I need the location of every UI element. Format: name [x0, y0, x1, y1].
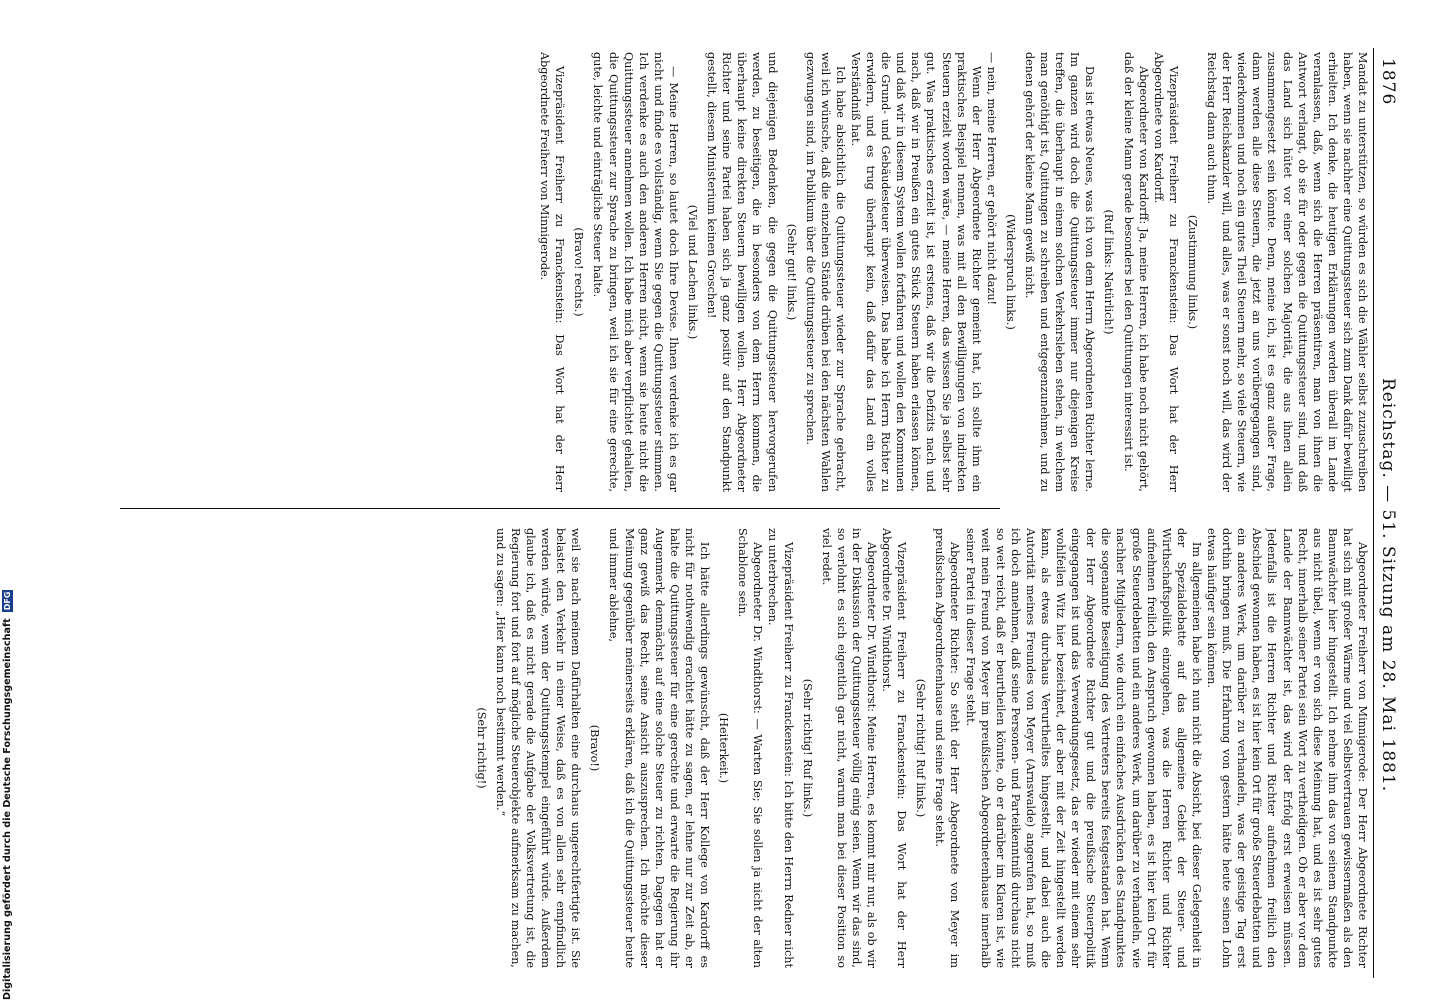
interjection: (Sehr richtig! Ruf links.): [914, 678, 928, 818]
paragraph: Vizepräsident Freiherr zu Franckenstein: Das Wort hat der Herr Abgeordnete Dr. Windthorst.: [880, 528, 909, 968]
paragraph: und diejenigen Bedenken, die gegen die Quittungssteuer hervorgerufen werden, zu beseitigen, die in besonders von dem Herrn kommen, die überhaupt keine direkten Steuern bewilligen wollen. Herr Abgeordneter Richter und seine Partei haben sich ja ganz positiv auf den Standpunkt gestellt, diesem Ministerium keinen Groschen!: [705, 52, 779, 492]
paragraph: Im allgemeinen habe ich nun nicht die Absicht, bei dieser Gelegenheit in der Spezialdebatte auf das allgemeine Gebiet der Steuer- und Wirthschaftspolitik einzugehen, was die Herren Richter und Richter aufnehmen freilich den Anspruch gewonnen haben, es ist hier kein Ort für große Steuerdebatten und ein anderes Werk, um darüber zu verhandeln, wie nachher Mitgliedern, wie durch ein einfaches Ausdrücken des Standpunktes die sogenannte Beseitigung des Vertreters bereits festgestanden hat. Wenn der Herr Abgeordnete Richter gut und die preußische Steuerpolitik eingegangen ist und das Verwendungsgesetz, das er wieder mit einem sehr wohlfeilen Witz hier bezeichnet, der aber mit der Zeit hingestellt werden kann, als etwas durchaus Verurtheiltes hingestellt, und dabei auch die Autorität meines Freundes von Meyer (Arnswalde) angerufen hat, so muß ich doch annehmen, daß seine Personen- und Parteikenntniß durchaus nicht so weit reicht, daß er beurtheilen könnte, ob er darüber im Klaren ist, wie weit mein Freund von Meyer im preußischen Abgeordnetenhause innerhalb seiner Partei in dieser Frage steht.: [963, 528, 1203, 968]
running-title: Reichstag. — 51. Sitzung am 28. Mai 1881.: [1378, 378, 1398, 793]
column-divider: [120, 508, 1000, 509]
paragraph: Abgeordneter Richter: So steht der Herr Abgeordnete von Meyer im preußischen Abgeordnetenhause und seine Frage steht.: [933, 528, 962, 968]
paragraph: Das ist etwas Neues, was ich von dem Herrn Abgeordneten Richter lerne. Im ganzen wird doch die Quittungssteuer immer nur diejenigen Kreise treffen, die überhaupt in einem solchen Verkehrsleben stehen, in welchem man genöthigt ist, Quittungen zu schreiben und entgegenzunehmen, und zu denen gehört der kleine Mann gewiß nicht.: [1023, 52, 1097, 492]
interjection: (Sehr richtig! Ruf links.): [800, 678, 814, 818]
footer-text: Digitalisierung gefördert durch die Deutsche Forschungsgemeinschaft: [1, 618, 13, 1000]
header-rule: [1373, 48, 1374, 978]
paragraph: Ich hätte allerdings gewünscht, daß der Herr Kollege von Kardorff es nicht für nothwendig erachtet hätte zu sagen, er lehne nur zur Zeit ab, er halte die Quittungssteuer für eine gerechte und erwarte die Regierung ihr Augenmerk demnächst auf eine solche Steuer zu richten. Dagegen hat er ganz gewiß das Recht, seine Ansicht auszusprechen. Ich möchte dieser Meinung gegenüber meinerseits erklären, daß ich die Quittungssteuer heute und immer ablehne,: [607, 528, 712, 968]
paragraph: Ich habe absichtlich die Quittungssteuer wieder zur Sprache gebracht, weil ich wünsche, daß die einzelnen Stände drüben bei den nächsten Wahlen gezwungen sind, im Publikum über die Quittungssteuer zu sprechen.: [803, 52, 847, 492]
interjection: (Zustimmung links.): [1185, 214, 1199, 330]
right-column: [115, 528, 1370, 968]
dfg-logo-icon: DFG: [2, 591, 12, 611]
paragraph: Wenn der Herr Abgeordnete Richter gemeint hat, ich sollte ihm ein praktisches Beispiel nennen, was mit all den Bewilligungen von indirekten Steuern erzielt worden wäre, — meine Herren, das wissen Sie ja selbst sehr gut. Was praktisches erzielt ist, ist erstens, daß wir die Defizits nach und nach, daß wir in Preußen ein gutes Stück Steuern haben erlassen können, und daß wir in diesem System wollen fortfahren und wollen den Kommunen die Grund- und Gebäudesteuer überweisen. Das habe ich Herrn Richter zu erwidern, und es trug überhaupt kein, daß dafür das Land ein volles Verständniß hat.: [849, 52, 983, 492]
interjection: (Heiterkeit.): [717, 712, 731, 784]
interjection: (Bravo! rechts.): [572, 227, 586, 317]
paragraph: Mandat zu unterstützen, so würden es sich die Wähler selbst zuzuschreiben haben, wenn sie nachher eine Quittungssteuer sich zum Dank dafür bewilligt erhielten. Ich denke, die heutigen Erklärungen werden überall im Lande veranlassen, daß, wenn sich die Herren präsentiren, man von ihnen die Antwort verlangt, ob sie für oder gegen die Quittungssteuer sind, und daß das Land sich hütet vor einer solchen Majorität, die aus ihnen allein zusammengesetzt sein könnte. Denn, meine ich, ist es ganz außer Frage, dann werden alle diese Steuern, die jetzt an uns vorübergegangen sind, wiederkommen und noch ein gutes Theil Steuern mehr, so viele Steuern, wie der Herr Reichskanzler will, und alles, was er sonst noch will, das wird der Reichstag dann auch thun.: [1205, 52, 1369, 492]
paragraph: weil sie nach meinem Dafürhalten eine durchaus ungerechtfertigte ist. Sie belastet den Verkehr in einer Weise, daß es von allen sehr empfindlich werden würde, wenn der Quittungsstempel eingeführt würde. Außerdem glaube ich, daß es nicht gerade die Aufgabe der Volksvertretung ist, die Regierung fort und fort auf mögliche Steuerobjekte aufmerksam zu machen, und zu sagen: „Hier kann noch bestimmt werden.“: [493, 528, 583, 968]
interjection: (Widerspruch links.): [1003, 214, 1017, 330]
page-header: [1374, 48, 1400, 978]
page-number: 1876: [1378, 58, 1398, 106]
paragraph: Abgeordneter von Kardorff: Ja, meine Herren, ich habe noch nicht gehört, daß der kleine Mann gerade besonders bei den Quittungen interessirt ist.: [1121, 52, 1150, 492]
paragraph: Abgeordneter Freiherr von Minnigerode: Der Herr Abgeordnete Richter hat sich mit großer Wärme und viel Selbstvertrauen gewissermaßen als den Bannwächter hier hingestellt. Ich nehme ihm das von seinem Standpunkte aus nicht übel, wenn er von sich diese Meinung hat, und es ist sehr gutes Recht, innerhalb seiner Partei sein Wort zu vertheidigen. Ob er aber vor dem Lande der Bannwächter ist, das wird der Erfolg erst erweisen müssen. Jedenfalls ist die Herren Richter und Richter aufnehmen freilich den Abschied gewonnen haben, es ist hier kein Ort für große Steuerdebatten und ein anderes Werk, um darüber zu verhandeln, was der geistige Tag erst dorthin bringen muß. Die Erfahrung von gestern hätte heute seinen Lohn etwas häufiger sein können.: [1205, 528, 1369, 968]
rotated-document-page: [110, 48, 1400, 978]
interjection: (Bravo!): [588, 724, 602, 772]
interjection: (Viel und Lachen links.): [686, 204, 700, 340]
left-column: [115, 52, 1370, 492]
interjection: (Ruf links: Natürlich!): [1102, 209, 1116, 335]
paragraph: — nein, meine Herren, er gehört nicht dazu!: [984, 52, 998, 306]
paragraph: Abgeordneter Dr. Windthorst: — Warten Sie; Sie sollen ja nicht der alten Schablone sein.: [736, 528, 765, 968]
interjection: (Sehr gut! links.): [784, 223, 798, 321]
paragraph: Vizepräsident Freiherr zu Franckenstein: Ich bitte den Herrn Redner nicht zu unterbrechen.: [766, 528, 795, 968]
paragraph: Abgeordneter Dr. Windthorst: Meine Herren, es kommt mir nur, als ob wir in der Diskussion der Quittungssteuer völlig einig seien. Wenn wir das sind, so verlohnt es sich eigentlich gar nicht, warum man bei dieser Position so viel redet.: [819, 528, 878, 968]
paragraph: Vizepräsident Freiherr zu Franckenstein: Das Wort hat der Herr Abgeordnete von Kardorff.: [1151, 52, 1180, 492]
digitization-footer: [0, 0, 14, 1000]
interjection: (Sehr richtig!): [474, 707, 488, 789]
paragraph: — Meine Herren, so lautet doch Ihre Devise. Ihnen verdenke ich es gar nicht und finde es vollständig, wenn Sie gegen die Quittungssteuer stimmen. Ich verdenke es auch den anderen Herren nicht, wenn sie heute nicht die Quittungssteuer annehmen wollen. Ich habe mich aber verpflichtet gehalten, die Quittungssteuer zur Sprache zu bringen, weil ich sie für eine gerechte, gute, leichte und einträgliche Steuer halte.: [591, 52, 680, 492]
paragraph: Vizepräsident Freiherr zu Franckenstein: Das Wort hat der Herr Abgeordnete Freiherr von Minnigerode.: [538, 52, 567, 492]
